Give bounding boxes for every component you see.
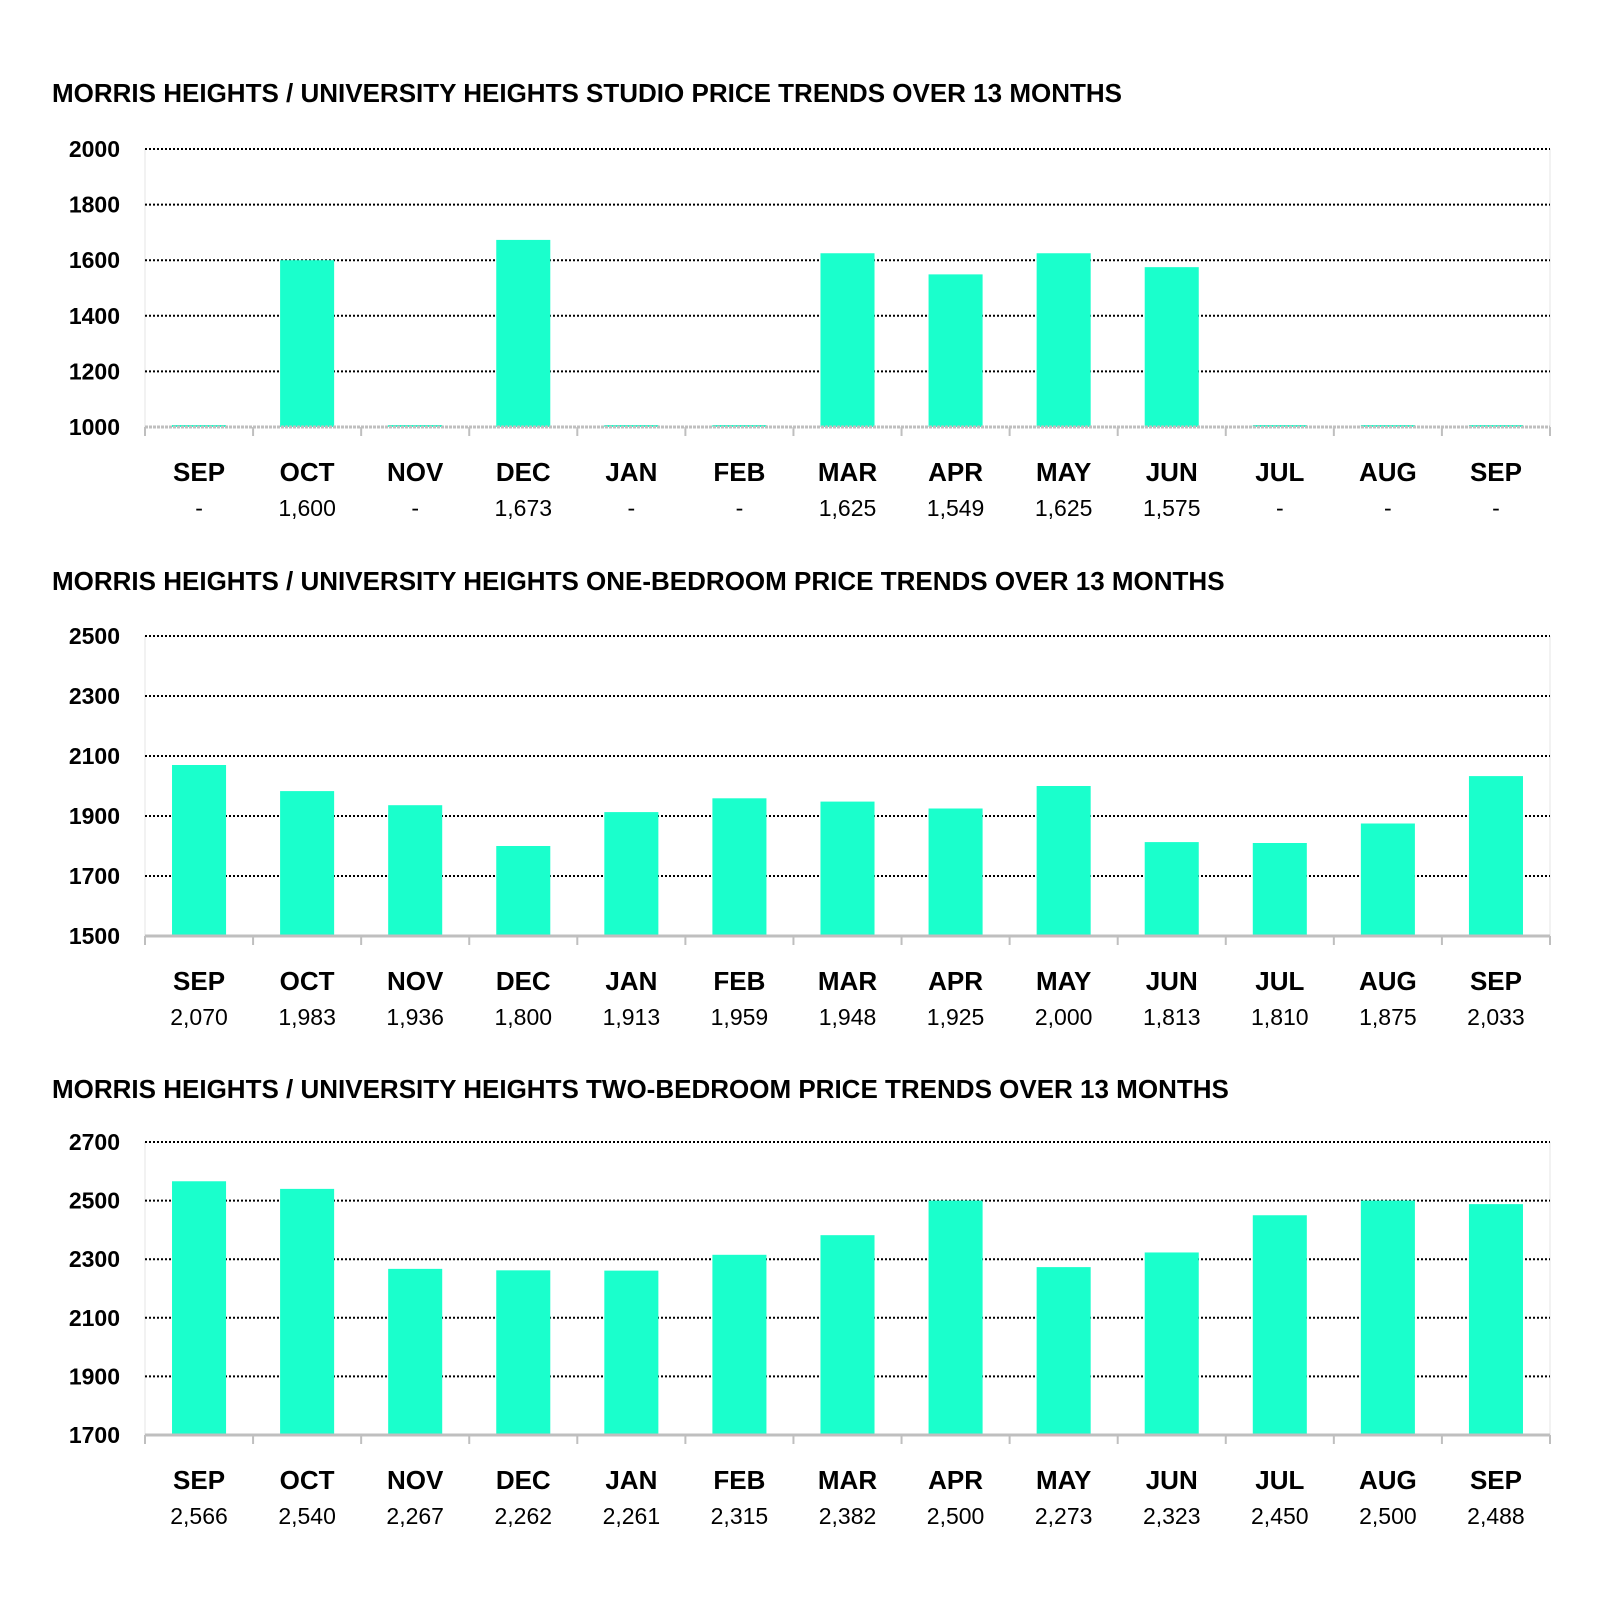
x-value-label: -	[1492, 495, 1500, 521]
x-value-label: 2,500	[926, 1503, 985, 1529]
x-category-label: DEC	[495, 1465, 551, 1495]
bar	[1145, 1252, 1199, 1435]
x-value-label: -	[195, 495, 203, 521]
x-category-label: SEP	[1469, 457, 1522, 487]
y-tick-label: 2000	[68, 136, 120, 162]
x-value-label: 1,575	[1142, 495, 1201, 521]
x-category-label: JUL	[1255, 457, 1305, 487]
x-value-label: 2,000	[1034, 1004, 1093, 1030]
one-bedroom-chart-title: MORRIS HEIGHTS / UNIVERSITY HEIGHTS ONE-BEDROOM PRICE TRENDS OVER 13 MONTHS	[52, 566, 1225, 596]
two-bedroom-chart-title: MORRIS HEIGHTS / UNIVERSITY HEIGHTS TWO-BEDROOM PRICE TRENDS OVER 13 MONTHS	[52, 1074, 1229, 1104]
x-category-label: SEP	[173, 1465, 226, 1495]
x-value-label: 2,315	[710, 1503, 769, 1529]
bar	[929, 1201, 983, 1435]
bar	[604, 1271, 658, 1435]
x-value-label: 2,070	[170, 1004, 228, 1030]
x-value-label: 1,983	[278, 1004, 336, 1030]
x-category-label: AUG	[1358, 966, 1417, 996]
x-category-label: DEC	[495, 457, 551, 487]
bar	[280, 1189, 334, 1435]
x-value-label: 1,549	[926, 495, 985, 521]
bar	[820, 1235, 874, 1435]
x-value-label: 1,813	[1142, 1004, 1201, 1030]
x-value-label: 1,875	[1359, 1004, 1417, 1030]
x-value-label: 2,261	[602, 1503, 661, 1529]
x-value-label: 2,323	[1142, 1503, 1201, 1529]
x-category-label: JUN	[1145, 1465, 1198, 1495]
studio-chart-title: MORRIS HEIGHTS / UNIVERSITY HEIGHTS STUDIO PRICE TRENDS OVER 13 MONTHS	[52, 78, 1122, 108]
x-category-label: APR	[928, 457, 984, 487]
x-category-label: SEP	[173, 966, 226, 996]
y-tick-label: 1900	[68, 1363, 120, 1390]
y-tick-label: 1700	[68, 863, 120, 889]
x-category-label: SEP	[1469, 966, 1522, 996]
x-value-label: 1,625	[1034, 495, 1093, 521]
x-value-label: 2,267	[386, 1503, 444, 1529]
y-tick-label: 2500	[68, 623, 120, 649]
x-value-label: 2,382	[818, 1503, 877, 1529]
x-value-label: 1,800	[494, 1004, 553, 1030]
x-category-label: NOV	[387, 1465, 444, 1495]
x-category-label: DEC	[495, 966, 551, 996]
x-category-label: APR	[928, 966, 984, 996]
x-value-label: -	[735, 495, 744, 521]
y-tick-label: 1000	[68, 414, 120, 440]
x-category-label: APR	[928, 1465, 984, 1495]
x-category-label: OCT	[279, 1465, 335, 1495]
y-tick-label: 1500	[68, 923, 120, 949]
x-value-label: 2,500	[1359, 1503, 1417, 1529]
x-category-label: MAY	[1035, 966, 1092, 996]
x-category-label: NOV	[387, 966, 444, 996]
x-category-label: NOV	[387, 457, 444, 487]
x-value-label: 1,913	[602, 1004, 661, 1030]
x-category-label: MAR	[817, 966, 878, 996]
x-value-label: 2,273	[1034, 1503, 1093, 1529]
bar	[712, 1255, 766, 1435]
y-tick-label: 2500	[68, 1187, 120, 1214]
x-value-label: 2,488	[1467, 1503, 1525, 1529]
x-value-label: -	[627, 495, 636, 521]
x-value-label: 2,033	[1467, 1004, 1525, 1030]
x-value-label: 1,673	[494, 495, 553, 521]
x-category-label: OCT	[279, 966, 335, 996]
x-value-label: -	[1384, 495, 1392, 521]
bar	[496, 1270, 550, 1435]
x-value-label: -	[1275, 495, 1284, 521]
x-category-label: JAN	[605, 457, 658, 487]
x-value-label: 1,925	[926, 1004, 985, 1030]
x-category-label: MAY	[1035, 1465, 1092, 1495]
x-category-label: JUN	[1145, 966, 1198, 996]
y-tick-label: 2100	[68, 743, 120, 769]
y-tick-label: 1200	[68, 358, 120, 385]
x-value-label: 1,625	[818, 495, 877, 521]
bar	[1253, 1215, 1307, 1435]
x-category-label: FEB	[713, 966, 766, 996]
x-category-label: MAY	[1035, 457, 1092, 487]
y-tick-label: 2300	[68, 1246, 120, 1273]
bar	[1361, 1201, 1415, 1435]
x-value-label: 1,959	[710, 1004, 769, 1030]
y-tick-label: 1900	[68, 803, 120, 829]
x-category-label: AUG	[1358, 1465, 1417, 1495]
x-category-label: JAN	[605, 1465, 658, 1495]
x-category-label: FEB	[713, 1465, 766, 1495]
y-tick-label: 1800	[68, 191, 120, 218]
bar	[1469, 1204, 1523, 1435]
x-value-label: -	[411, 495, 420, 521]
x-value-label: 1,600	[278, 495, 336, 521]
x-category-label: MAR	[817, 1465, 878, 1495]
x-value-label: 1,936	[386, 1004, 444, 1030]
x-category-label: JUN	[1145, 457, 1198, 487]
x-value-label: 1,948	[818, 1004, 877, 1030]
x-value-label: 2,566	[170, 1503, 228, 1529]
x-category-label: FEB	[713, 457, 766, 487]
x-category-label: OCT	[279, 457, 335, 487]
x-category-label: SEP	[173, 457, 226, 487]
y-tick-label: 1600	[68, 247, 120, 274]
y-tick-label: 1400	[68, 302, 120, 329]
bar	[172, 1181, 226, 1435]
x-category-label: JUL	[1255, 966, 1305, 996]
x-category-label: JUL	[1255, 1465, 1305, 1495]
y-tick-label: 1700	[68, 1422, 120, 1448]
x-value-label: 1,810	[1251, 1004, 1309, 1030]
y-tick-label: 2100	[68, 1304, 120, 1331]
x-category-label: JAN	[605, 966, 658, 996]
bar	[388, 1269, 442, 1435]
x-value-label: 2,540	[278, 1503, 336, 1529]
x-value-label: 2,262	[494, 1503, 553, 1529]
x-category-label: MAR	[817, 457, 878, 487]
x-category-label: AUG	[1358, 457, 1417, 487]
bar	[1037, 1267, 1091, 1435]
x-category-label: SEP	[1469, 1465, 1522, 1495]
x-value-label: 2,450	[1251, 1503, 1309, 1529]
y-tick-label: 2300	[68, 683, 120, 709]
y-tick-label: 2700	[68, 1129, 120, 1155]
